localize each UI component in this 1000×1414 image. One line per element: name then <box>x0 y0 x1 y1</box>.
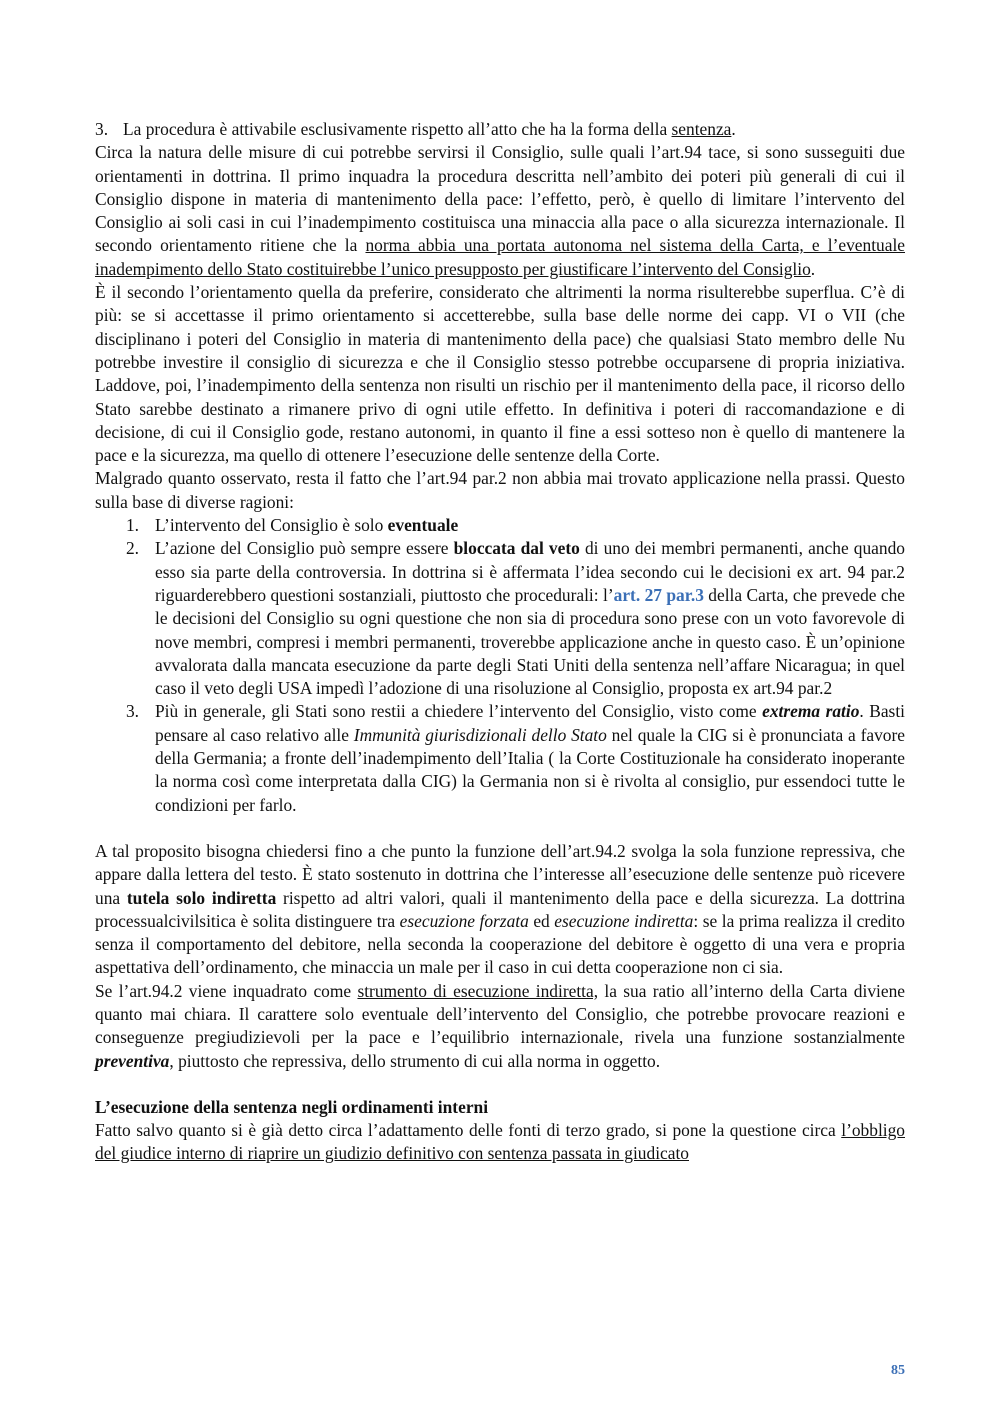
section-heading: L’esecuzione della sentenza negli ordinamenti interni <box>95 1096 489 1117</box>
document-page <box>95 118 905 1166</box>
list-number: 3. <box>95 119 109 139</box>
paragraph-malgrado: Malgrado quanto osservato, resta il fatto che l’art.94 par.2 non abbia mai trovato applicazione nella prassi. Questo sulla base di diverse ragioni: <box>95 468 905 512</box>
spacer <box>95 817 905 840</box>
list-item-top <box>95 118 905 141</box>
list-item: 3. Più in generale, gli Stati sono restii a chiedere l’intervento del Consiglio, visto come extrema ratio. Basti pensare al caso relativo alle Immunità giurisdizionali dello Stato nel quale la CIG si è pronunciata a favore della Germania; a fronte dell’inadempimento dell’Italia ( la Corte Costituzionale ha considerato inoperante la norma così come interpretata dalla CIG) la Germania non si è rivolta al consiglio, pur essendoci tutte le condizioni per farlo. <box>125 701 905 815</box>
list-text: La procedura è attivabile esclusivamente rispetto all’atto che ha la forma della sentenza. <box>123 119 736 139</box>
paragraph-secondo-orientamento: È il secondo l’orientamento quella da preferire, considerato che altrimenti la norma risulterebbe superflua. C’è di più: se si accettasse il primo orientamento si accetterebbe, sulla base delle norme dei capp. VI o VII (che disciplinano i poteri del Consiglio in materia di mantenimento della pace) che qualsiasi Stato membro delle Nu potrebbe investire il consiglio di sicurezza e che il Consiglio stesso potrebbe occuparsene di propria iniziativa. Laddove, poi, l’inadempimento della sentenza non risulti un rischio per il mantenimento della pace, il ricorso dello Stato sarebbe destinato a rimanere privo di ogni utile effetto. In definitiva i poteri di raccomandazione e di decisione, di cui il Consiglio gode, restano autonomi, in quanto il fine a essi sotteso non è quello di mantenere la pace e la sicurezza, ma quello di ottenere l’esecuzione delle sentenze della Corte. <box>95 282 905 466</box>
paragraph-fatto-salvo: Fatto salvo quanto si è già detto circa l’adattamento delle fonti di terzo grado, si pone la questione circa l’obbligo del giudice interno di riaprire un giudizio definitivo con sentenza passata in giudicato <box>95 1120 905 1164</box>
list-item: 2. L’azione del Consiglio può sempre essere bloccata dal veto di uno dei membri permanenti, anche quando esso sia parte della controversia. In dottrina si è affermata l’idea secondo cui le decisioni ex art. 94 par.2 riguarderebbero questioni sostanziali, piuttosto che procedurali: l’art. 27 par.3 della Carta, che prevede che le decisioni del Consiglio su ogni questione che non sia di procedura sono prese con un voto favorevole di nove membri, compresi i membri permanenti, troverebbe applicazione anche in questo caso. È un’opinione avvalorata dalla mancata esecuzione da parte degli Stati Uniti della sentenza nell’affare Nicaragua; in quel caso il veto degli USA impedì l’adozione di una risoluzione al Consiglio, proposta ex art.94 par.2 <box>125 538 906 699</box>
paragraph-orientamenti: Circa la natura delle misure di cui potrebbe servirsi il Consiglio, sulle quali l’art.94 tace, si sono susseguiti due orientamenti in dottrina. Il primo inquadra la procedura descritta nell’ambito dei poteri più generali di cui il Consiglio dispone in materia di mantenimento della pace: l’effetto, però, è quello di limitare l’intervento del Consiglio ai soli casi in cui l’inadempimento costituisca una minaccia alla pace o alla sicurezza internazionale. Il secondo orientamento ritiene che la norma abbia una portata autonoma nel sistema della Carta, e l’eventuale inadempimento dello Stato costituirebbe l’unico presupposto per giustificare l’intervento del Consiglio. <box>95 142 905 279</box>
page-number: 85 <box>891 1363 905 1378</box>
paragraph-tal-proposito: A tal proposito bisogna chiedersi fino a che punto la funzione dell’art.94.2 svolga la sola funzione repressiva, che appare dalla lettera del testo. È stato sostenuto in dottrina che l’interesse all’esecuzione delle sentenze può ricevere una tutela solo indiretta rispetto ad altri valori, quali il mantenimento della pace e della sicurezza. La dottrina processualcivilsitica è solita distinguere tra esecuzione forzata ed esecuzione indiretta: se la prima realizza il credito senza il comportamento del debitore, nella seconda la cooperazione del debitore è oggetto di una vera e propria aspettativa dell’ordinamento, che minaccia un male per il caso in cui detta cooperazione non ci sia. <box>95 840 905 978</box>
article-link[interactable]: art. 27 par.3 <box>613 584 704 605</box>
paragraph-se-art: Se l’art.94.2 viene inquadrato come strumento di esecuzione indiretta, la sua ratio all’interno della Carta diviene quanto mai chiara. Il carattere solo eventuale dell’intervento del Consiglio, che potrebbe provocare reazioni e conseguenze pregiudizievoli per la pace e l’equilibrio internazionale, rivela una funzione sostanzialmente preventiva, piuttosto che repressiva, dello strumento di cui alla norma in oggetto. <box>95 980 905 1071</box>
reasons-list <box>95 514 905 817</box>
list-item: 1. L’intervento del Consiglio è solo eventuale <box>125 515 459 536</box>
spacer <box>95 1073 905 1096</box>
